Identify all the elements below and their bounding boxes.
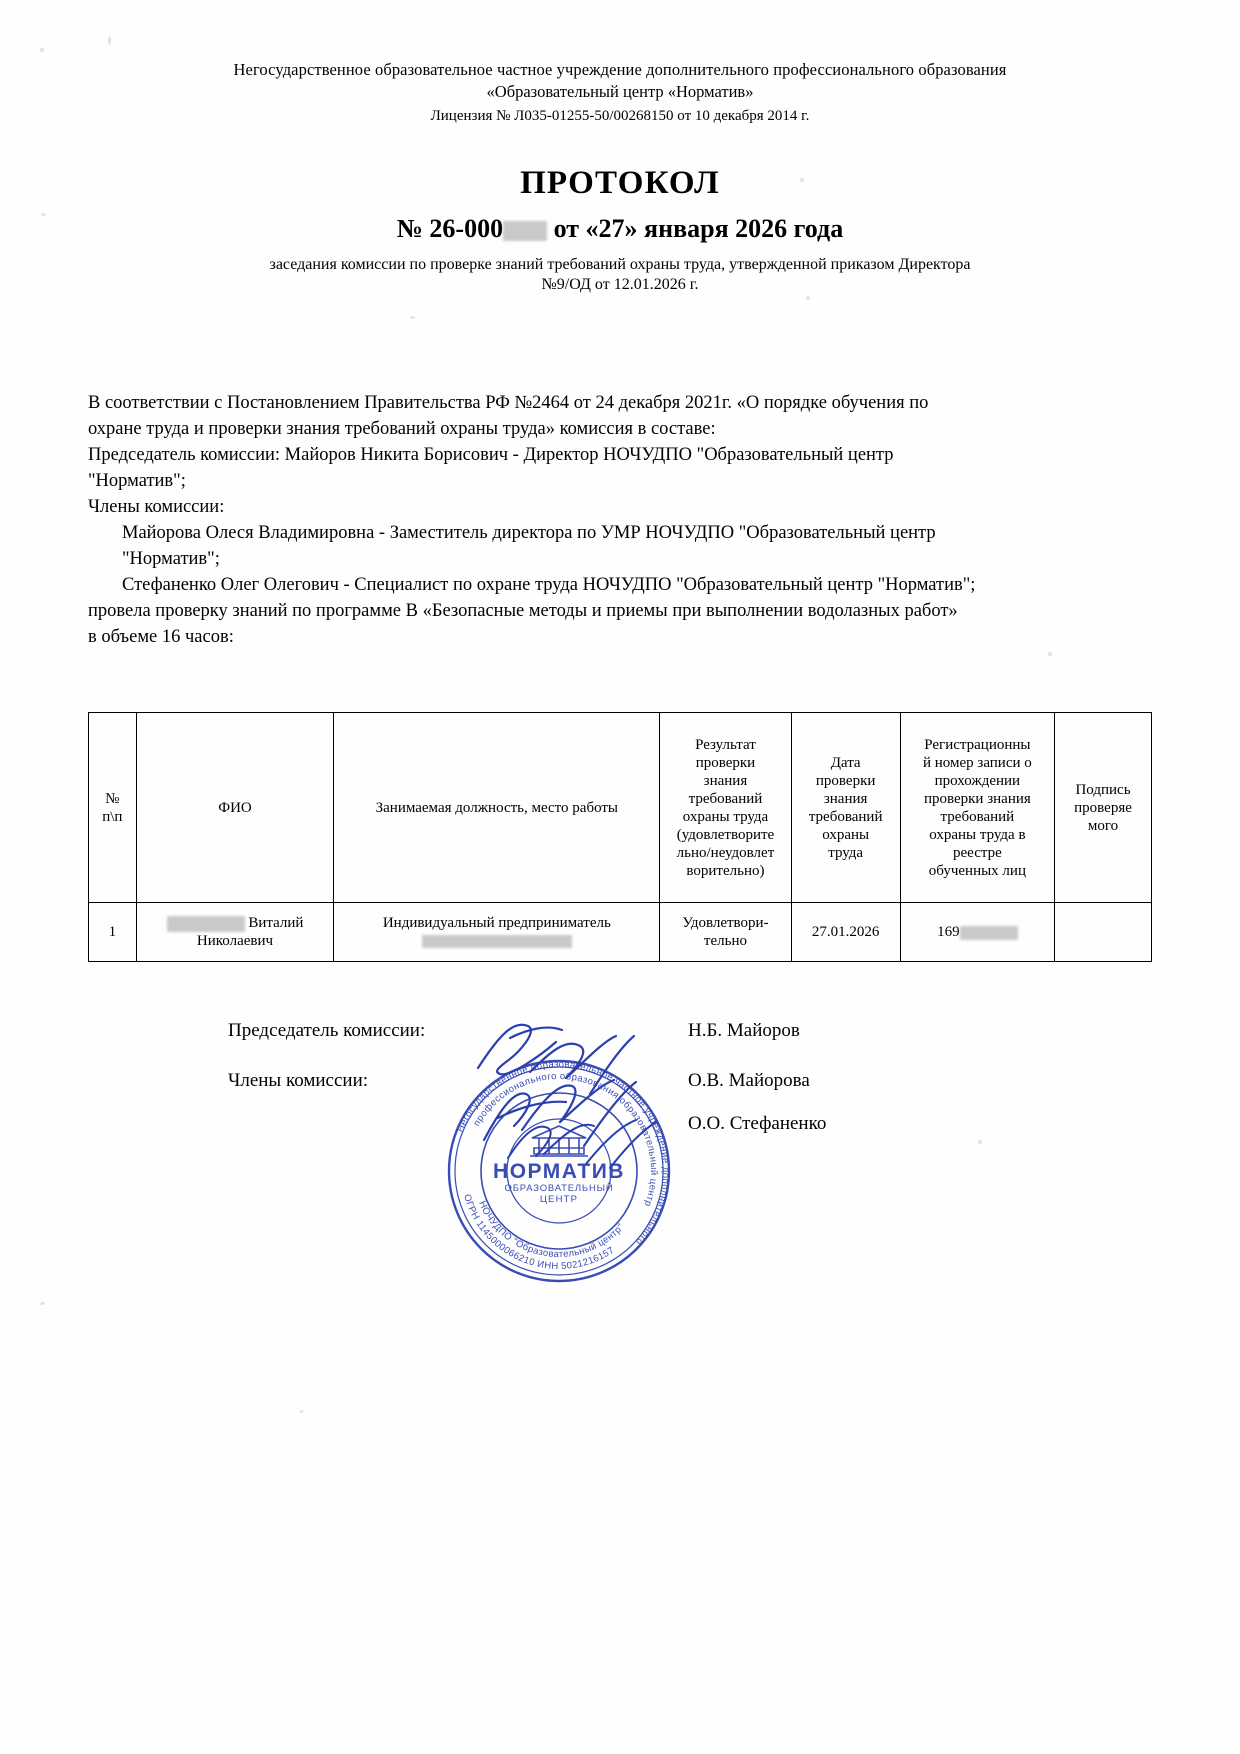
table-header-row xyxy=(89,713,1152,903)
header-signature: Подпись проверяе мого xyxy=(1055,713,1152,903)
program-line-2: в объеме 16 часов: xyxy=(88,627,234,647)
scan-speckle xyxy=(40,1302,45,1305)
scan-speckle xyxy=(978,1140,982,1144)
handwritten-signature-member-2 xyxy=(500,1104,670,1174)
handwritten-signature-member-1 xyxy=(474,1060,664,1152)
cell-date: 27.01.2026 xyxy=(791,903,900,962)
scan-speckle xyxy=(40,48,44,52)
signature-label-chairman: Председатель комиссии: xyxy=(228,1020,426,1041)
header-position: Занимаемая должность, место работы xyxy=(334,713,660,903)
svg-text:профессионального образования: профессионального образования образовательный центр xyxy=(471,1070,660,1209)
organization-line-2: «Образовательный центр «Норматив» xyxy=(486,82,754,101)
stamp-line-2: ОБРАЗОВАТЕЛЬНЫЙ xyxy=(504,1183,614,1194)
scan-speckle xyxy=(1048,652,1052,656)
organization-line-1: Негосударственное образовательное частное учреждение дополнительного профессионального образования xyxy=(233,60,1007,79)
header-registration-number: Регистрационны й номер записи о прохождении проверки знания требований охраны труда в реестре обученных лиц xyxy=(900,713,1054,903)
cell-number: 1 xyxy=(89,903,137,962)
member-1-line-2: "Норматив"; xyxy=(122,549,220,569)
header-date: Дата проверки знания требований охраны труда xyxy=(791,713,900,903)
cell-registration-number: 169 xyxy=(900,903,1054,962)
scan-speckle xyxy=(410,316,415,319)
subtitle-line-1: заседания комиссии по проверке знаний требований охраны труда, утвержденной приказом Директора xyxy=(269,256,971,273)
handwritten-signature-chairman xyxy=(470,1012,660,1102)
scan-speckle xyxy=(108,36,111,45)
chairman-line-2: "Норматив"; xyxy=(88,471,186,491)
signature-name-member-1: О.В. Майорова xyxy=(688,1070,810,1091)
body-text xyxy=(88,390,1158,650)
signature-name-member-2: О.О. Стефаненко xyxy=(688,1113,827,1134)
cell-position: Индивидуальный предприниматель xyxy=(334,903,660,962)
member-1-line-1: Майорова Олеся Владимировна - Заместитель директора по УМР НОЧУДПО "Образовательный центр xyxy=(122,523,936,543)
document-header xyxy=(0,60,1240,125)
chairman-line-1: Председатель комиссии: Майоров Никита Борисович - Директор НОЧУДПО "Образовательный центр xyxy=(88,445,894,465)
redacted-position-detail xyxy=(422,935,572,948)
license-line: Лицензия № Л035-01255-50/00268150 от 10 декабря 2014 г. xyxy=(430,108,810,124)
signature-label-members: Члены комиссии: xyxy=(228,1070,369,1091)
stamp-center-name: НОРМАТИВ xyxy=(493,1160,625,1183)
page-title: ПРОТОКОЛ xyxy=(520,165,720,201)
header-result: Результат проверки знания требований охраны труда (удовлетворите льно/неудовлет ворительно) xyxy=(660,713,791,903)
redacted-number xyxy=(503,221,547,241)
document-number-line xyxy=(0,214,1240,244)
cell-fio: Виталий Николаевич xyxy=(136,903,334,962)
intro-line-1: В соответствии с Постановлением Правительства РФ №2464 от 24 декабря 2021г. «О порядке обучения по xyxy=(88,393,929,413)
program-line-1: провела проверку знаний по программе В «Безопасные методы и приемы при выполнении водолазных работ» xyxy=(88,601,958,621)
header-number: № п\п xyxy=(89,713,137,903)
member-2: Стефаненко Олег Олегович - Специалист по охране труда НОЧУДПО "Образовательный центр "Норматив"; xyxy=(122,575,976,595)
redacted-surname xyxy=(167,916,245,932)
results-table xyxy=(88,712,1152,962)
svg-text:Негосударственное образователь: Негосударственное образовательное частное учреждение дополнительного xyxy=(454,1058,672,1248)
subtitle-line-2: №9/ОД от 12.01.2026 г. xyxy=(541,276,699,293)
table-row xyxy=(89,903,1152,962)
redacted-reg-number xyxy=(960,926,1018,940)
scan-speckle xyxy=(300,1410,303,1413)
intro-line-2: охране труда и проверки знания требований охраны труда» комиссия в составе: xyxy=(88,419,716,439)
cell-result: Удовлетвори- тельно xyxy=(660,903,791,962)
document-number-prefix: № 26-000 xyxy=(396,214,504,243)
title-block xyxy=(0,165,1240,294)
signature-name-chairman: Н.Б. Майоров xyxy=(688,1020,800,1041)
stamp-line-3: ЦЕНТР xyxy=(539,1194,579,1205)
svg-text:ОГРН 1145000066210 ИНН 50: ОГРН 1145000066210 ИНН 5021216157 xyxy=(461,1192,617,1273)
official-seal-stamp xyxy=(438,1050,680,1292)
document-date: от «27» января 2026 года xyxy=(547,214,844,243)
header-fio: ФИО xyxy=(136,713,334,903)
svg-text:НОЧУДПО "Образовательный центр: НОЧУДПО "Образовательный центр" xyxy=(476,1199,627,1261)
cell-signature xyxy=(1055,903,1152,962)
scan-speckle xyxy=(806,296,810,300)
members-label: Члены комиссии: xyxy=(88,497,225,517)
